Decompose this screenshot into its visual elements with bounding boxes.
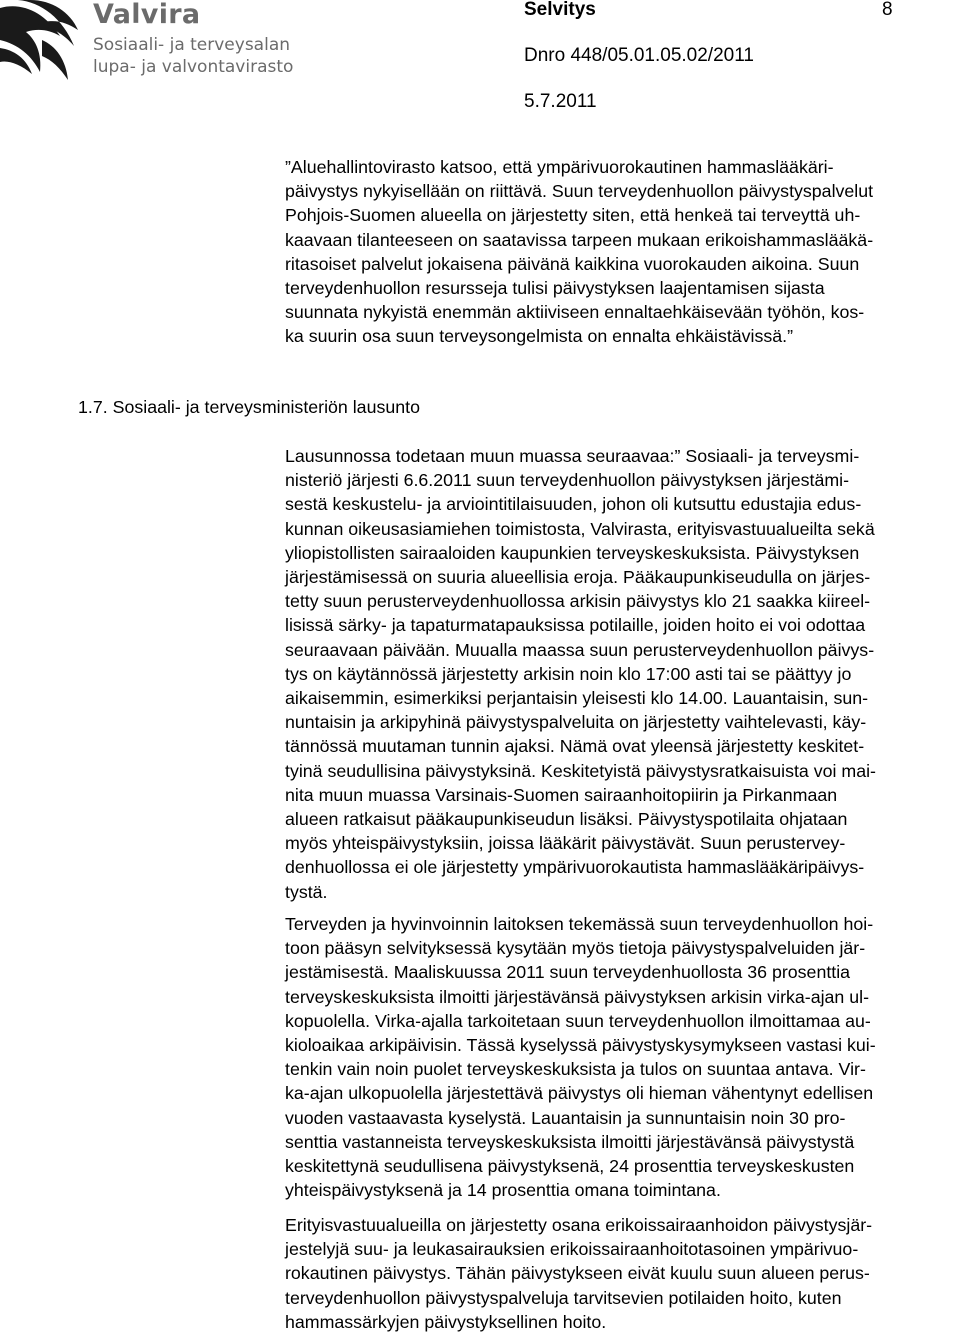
paragraph-ministry-statement (285, 444, 960, 904)
text-line: toon pääsyn selvityksessä kysytään myös tietoja päivystyspalveluiden jär- (285, 938, 866, 959)
text-line: järjestämisessä on suuria alueellisia eroja. Pääkaupunkiseudulla on järjes- (285, 567, 871, 588)
logo-name: Valvira (93, 0, 201, 30)
text-line: Erityisvastuualueilla on järjestetty osana erikoissairaanhoidon päivystysjär- (285, 1215, 873, 1235)
text-line: nuntaisin ja arkipyhinä päivystyspalveluita on järjestetty vaihtelevasti, käy- (285, 712, 867, 733)
valvira-emblem-icon (0, 0, 82, 84)
text-line: terveydenhuollon päivystyspalveluja tarvitsevien potilaiden hoito, kuten (285, 1287, 842, 1308)
logo-subtitle-line1: Sosiaali- ja terveysalan (93, 35, 291, 55)
text-line: ka-ajan ulkopuolella järjestettävä päivystys oli hieman vähentynyt edellisen (285, 1083, 874, 1104)
page-number: 8 (882, 0, 893, 20)
text-line: seuraavaan päivään. Muualla maassa suun perusterveydenhuollon päivys- (285, 639, 875, 660)
text-line: Pohjois-Suomen alueella on järjestetty siten, että henkeä tai terveyttä uh- (285, 205, 861, 226)
section-heading: 1.7. Sosiaali- ja terveysministeriön lausunto (78, 397, 420, 417)
text-line: yhteispäivystyksenä ja 14 prosenttia omana toimintana. (285, 1180, 721, 1201)
paragraph-thl-survey (285, 912, 960, 1202)
valvira-logo (0, 0, 300, 85)
text-line: tyinä seudullisina päivystyksinä. Keskitetyistä päivystysratkaisuista voi mai- (285, 760, 876, 781)
text-line: suunnata nykyistä enemmän aktiiviseen ennaltaehkäisevään työhön, kos- (285, 302, 865, 323)
text-line: myös yhteispäivystyksiin, joissa lääkärit päivystävät. Suun perustervey- (285, 833, 846, 854)
text-line: senttia vastanneista terveyskeskuksista ilmoitti järjestävänsä päivystystä (285, 1131, 855, 1152)
text-line: kioloaikaa arkipäivisin. Tässä kyselyssä päivystyskysymykseen vastasi kui- (285, 1035, 876, 1056)
text-line: terveyskeskuksista ilmoitti järjestävänsä päivystyksen arkisin virka-ajan ul- (285, 986, 870, 1007)
text-line: kopuolella. Virka-ajalla tarkoitetaan suun terveydenhuollon ilmoittamaa au- (285, 1010, 871, 1031)
document-date: 5.7.2011 (524, 91, 597, 112)
text-line: Terveyden ja hyvinvoinnin laitoksen tekemässä suun terveydenhuollon hoi- (285, 914, 874, 934)
text-line: lisissä särky- ja tapaturmatapauksissa potilaille, joiden hoito ei voi odottaa (285, 615, 866, 636)
text-line: jestämisestä. Maaliskuussa 2011 suun terveydenhuollosta 36 prosenttia (285, 962, 851, 983)
text-line: tetty suun perusterveydenhuollossa arkisin päivystys klo 21 saakka kiireel- (285, 591, 871, 612)
text-line: aikaisemmin, esimerkiksi perjantaisin yleisesti klo 14.00. Lauantaisin, sun- (285, 688, 869, 709)
text-line: nita muun muassa Varsinais-Suomen sairaanhoitopiirin ja Pirkanmaan (285, 784, 838, 805)
text-line: tystä. (285, 881, 328, 902)
logo-subtitle-line2: lupa- ja valvontavirasto (93, 57, 294, 77)
text-line: ritasoiset palvelut jokaisena päivänä kaikkina vuorokauden aikoina. Suun (285, 253, 860, 274)
text-line: kaavaan tilanteeseen on saatavissa tarpeen mukaan erikoishammaslääkä- (285, 229, 874, 250)
text-line: ”Aluehallintovirasto katsoo, että ympärivuorokautinen hammaslääkäri- (285, 157, 834, 177)
page-header (0, 0, 960, 130)
text-line: tys on käytännössä järjestetty arkisin noin klo 17:00 asti tai se päättyy jo (285, 663, 852, 684)
text-line: päivystys nykyisellään on riittävä. Suun terveydenhuollon päivystyspalvelut (285, 181, 874, 202)
text-line: Lausunnossa todetaan muun muassa seuraavaa:” Sosiaali- ja terveysmi- (285, 446, 860, 466)
document-number: Dnro 448/05.01.05.02/2011 (524, 45, 754, 66)
text-line: rokautinen päivystys. Tähän päivystykseen eivät kuulu suun alueen perus- (285, 1263, 870, 1284)
text-line: keskitettynä seudullisena päivystyksenä, 24 prosenttia terveyskeskusten (285, 1156, 855, 1177)
text-line: vuoden vastaavasta kyselystä. Lauantaisin ja sunnuntaisin noin 30 pro- (285, 1107, 846, 1128)
text-line: sestä keskustelu- ja arviointitilaisuuden, johon oli kutsuttu edustajia edus- (285, 494, 862, 515)
paragraph-special-responsibility (285, 1213, 960, 1334)
quote-paragraph (285, 155, 960, 349)
text-line: denhuollossa ei ole järjestetty ympärivuorokautista hammaslääkäripäivys- (285, 857, 865, 878)
text-line: kunnan oikeusasiamiehen toimistosta, Valvirasta, erityisvastuualueilta sekä (285, 518, 875, 539)
text-line: ka suurin osa suun terveysongelmista on ennalta ehkäistävissä.” (285, 326, 794, 347)
text-line: hammassärkyjen päivystyksellinen hoito. (285, 1311, 607, 1332)
text-line: tännössä muutaman tunnin ajaksi. Nämä ovat yleensä järjestetty keskitet- (285, 736, 865, 757)
text-line: tenkin vain noin puolet terveyskeskuksista ja tulos on suuntaa antava. Vir- (285, 1059, 866, 1080)
text-line: yliopistollisten sairaaloiden kaupunkien terveyskeskuksista. Päivystyksen (285, 542, 860, 563)
text-line: nisteriö järjesti 6.6.2011 suun terveydenhuollon päivystyksen järjestämi- (285, 470, 850, 491)
text-line: jestelyjä suu- ja leukasairauksien erikoissairaanhoitotasoinen ympärivuo- (285, 1239, 859, 1260)
document-type: Selvitys (524, 0, 596, 20)
text-line: terveydenhuollon resursseja tulisi päivystyksen laajentamisen sijasta (285, 278, 825, 299)
text-line: alueen ratkaisut pääkaupunkiseudun lisäksi. Päivystyspotilaita ohjataan (285, 809, 848, 830)
